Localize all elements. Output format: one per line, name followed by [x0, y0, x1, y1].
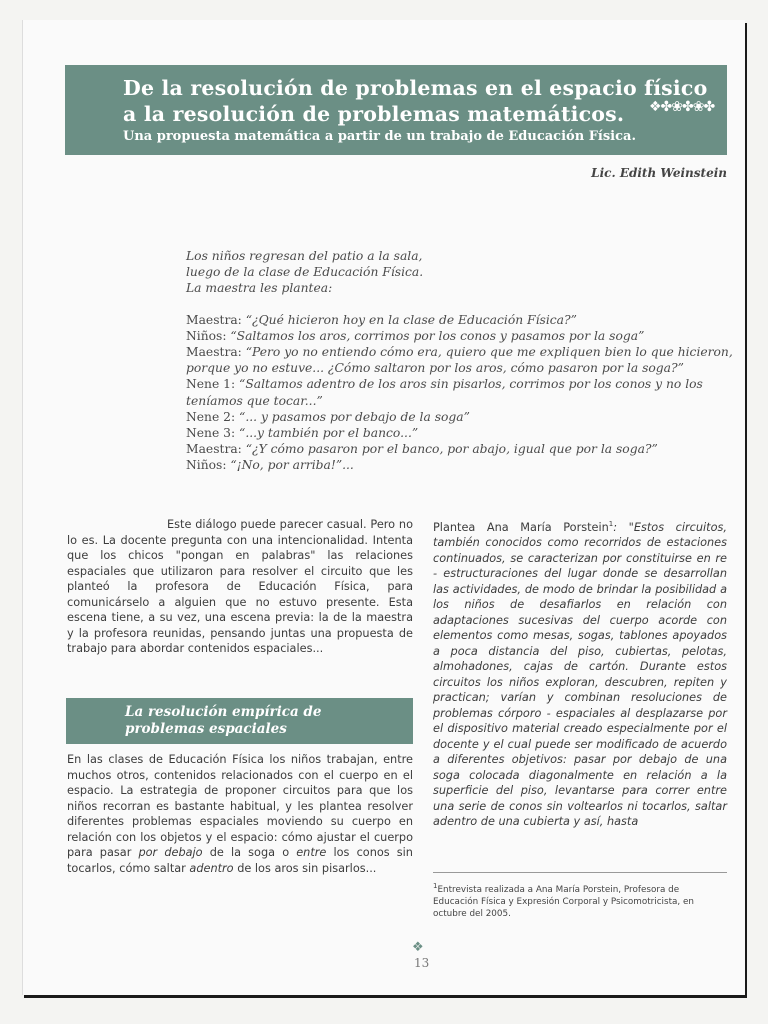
emphasis: entre — [296, 846, 327, 859]
body-paragraph — [67, 752, 413, 876]
quotation: : "Estos circuitos, también conocidos como recorridos de estaciones continuados, se caracterizan por constituirse en re - estructuraciones del lugar donde se desarrollan las actividades, de modo de brindar la posibilidad a los niños de desafiarlos en relación con adaptaciones sucesivas del cuerpo acorde con elementos como mesas, sogas, tablones apoyados a poca distancia del piso, cubiertas, pelotas, almohadones, cajas de cartón. Durante estos circuitos los niños exploran, descubren, repiten y practican; varían y combinan resoluciones de problemas córporo - espaciales al desplazarse por el dispositivo material creado especialmente por el docente y el cual puede ser modificado de acuerdo a diferentes objetivos: pasar por debajo de una soga colocada diagonalmente en relación a la superficie del piso, levantarse para correr entre una serie de conos sin voltearlos ni tocarlos, saltar adentro de una cubierta y así, hasta — [433, 520, 727, 829]
text-run: de la soga o — [202, 846, 297, 859]
text-run: Plantea Ana María Porstein — [433, 520, 609, 534]
dialogue-line — [186, 344, 746, 376]
body-paragraph: Este diálogo puede parecer casual. Pero no lo es. La docente pregunta con una intencionalidad. Intenta que los chicos "pongan en palabras" las relaciones espaciales que utilizaron para resolver el circuito que les planteó la profesora de Educación Física, para comunicárselo a alguien que no estuvo presente. Esta escena tiene, a su vez, una escena previa: la de la maestra y la profesora reunidas, pensando juntas una propuesta de trabajo para abordar contenidos espaciales... — [67, 518, 413, 655]
dialogue-line — [186, 409, 746, 425]
title-line-1: De la resolución de problemas en el espacio físico — [123, 76, 708, 100]
utterance: “¿Y cómo pasaron por el banco, por abajo, igual que por la soga?” — [241, 442, 658, 457]
utterance: “Pero yo no entiendo cómo era, quiero que me expliquen bien lo que hicieron, porque yo no estuve... ¿Cómo saltaron por los aros, cómo pasaron por la soga?” — [186, 345, 733, 376]
utterance: “¡No, por arriba!”... — [226, 458, 354, 473]
opening-dialogue — [186, 248, 746, 474]
author-name: Lic. Edith Weinstein — [591, 166, 727, 180]
article-title — [123, 75, 707, 127]
dialogue-line — [186, 457, 746, 473]
page-ornament-icon: ❖ — [412, 940, 424, 955]
utterance: “Saltamos los aros, corrimos por los conos y pasamos por la soga” — [226, 328, 645, 343]
speaker: Nene 2: — [186, 409, 236, 424]
footnote — [433, 880, 727, 920]
intro-line: La maestra les plantea: — [186, 281, 333, 296]
speaker: Maestra: — [186, 442, 242, 457]
text-run: En las clases de Educación Física los niños trabajan, entre muchos otros, contenidos relacionados con el cuerpo en el espacio. La estrategia de proponer circuitos para que los niños recorran es bastante habitual, y les plantea resolver diferentes problemas espaciales moviendo su cuerpo en relación con los objetos y el espacio: cómo ajustar el cuerpo para pasar — [67, 753, 413, 859]
text-run: de los aros sin pisarlos... — [233, 861, 377, 875]
dialogue-intro — [186, 248, 746, 297]
speaker: Niños: — [186, 458, 227, 473]
title-line-2: a la resolución de problemas matemáticos. — [123, 102, 625, 126]
article-subtitle: Una propuesta matemática a partir de un trabajo de Educación Física. — [123, 129, 636, 144]
footnote-divider — [433, 872, 727, 873]
dialogue-line — [186, 312, 746, 328]
footnote-ref: 1 — [608, 520, 614, 528]
emphasis: adentro — [189, 861, 234, 875]
utterance: “...y también por el banco...” — [235, 426, 419, 441]
left-column-paragraph-1 — [67, 517, 413, 657]
section-heading-line-2: problemas espaciales — [125, 721, 287, 737]
dialogue-line — [186, 441, 746, 457]
emphasis: por debajo — [138, 846, 203, 859]
section-banner — [66, 698, 413, 744]
footnote-marker: 1 — [433, 882, 438, 890]
speaker: Nene 1: — [186, 377, 236, 392]
title-ornament-icon: ❖✤❀✤❀✤ — [649, 99, 715, 115]
footnote-text: Entrevista realizada a Ana María Porstein, Profesora de Educación Física y Expresión Corporal y Psicomotricista, en octubre del 2005. — [433, 884, 694, 919]
body-paragraph — [433, 517, 727, 830]
right-column — [433, 517, 727, 830]
dialogue-line — [186, 376, 746, 408]
speaker: Maestra: — [186, 312, 242, 327]
text-run: los conos sin tocarlos, cómo saltar — [67, 846, 413, 875]
speaker: Maestra: — [186, 345, 242, 360]
dialogue-line — [186, 425, 746, 441]
title-banner — [65, 65, 727, 155]
utterance: “¿Qué hicieron hoy en la clase de Educación Física?” — [241, 312, 577, 327]
section-heading-line-1: La resolución empírica de — [125, 704, 322, 720]
speaker: Nene 3: — [186, 426, 236, 441]
utterance: “... y pasamos por debajo de la soga” — [235, 409, 470, 424]
left-column-paragraph-2 — [67, 752, 413, 876]
section-heading — [125, 704, 321, 738]
utterance: “Saltamos adentro de los aros sin pisarlos, corrimos por los conos y no los teníamos que tocar...” — [186, 377, 703, 408]
intro-line: Los niños regresan del patio a la sala, — [186, 249, 423, 263]
dialogue-line — [186, 328, 746, 344]
intro-line: luego de la clase de Educación Física. — [186, 265, 424, 280]
speaker: Niños: — [186, 328, 227, 343]
page-number: 13 — [414, 956, 430, 970]
